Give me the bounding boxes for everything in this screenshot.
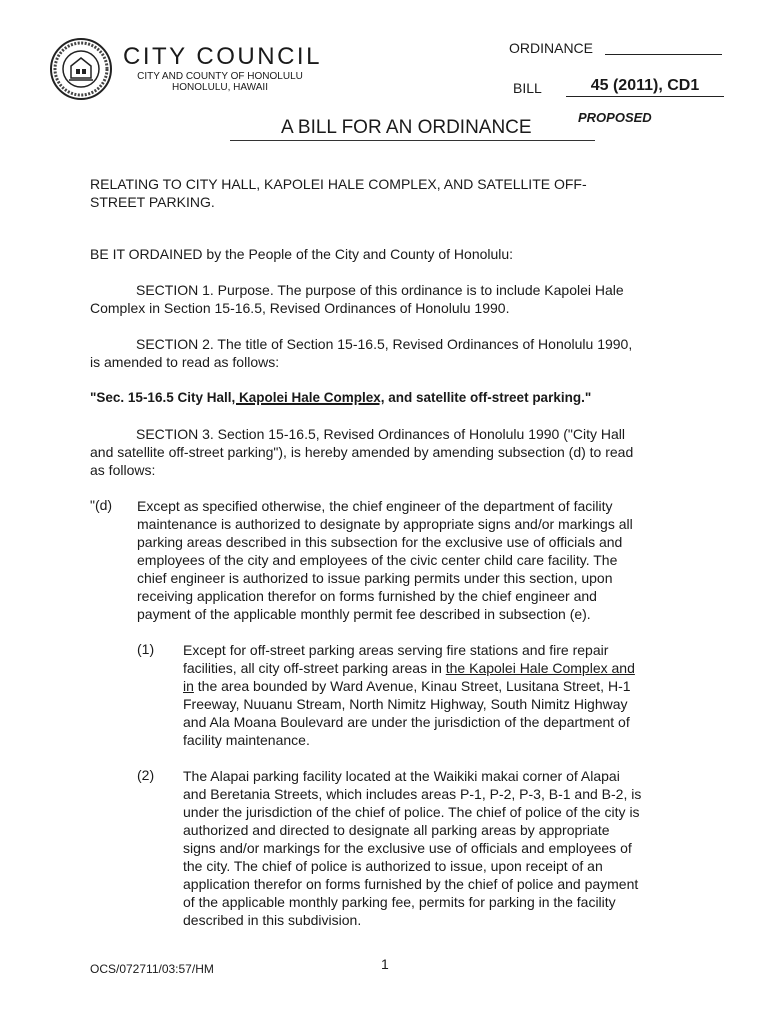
item-1-line: Freeway, Nuuanu Stream, North Nimitz Highway, South Nimitz Highway [183,696,628,712]
subsection-d [137,497,697,623]
city-seal-icon [49,36,113,102]
subsection-d-line: receiving application therefor on forms furnished by the chief engineer and [137,588,597,604]
relating-line-1: RELATING TO CITY HALL, KAPOLEI HALE COMPLEX, AND SATELLITE OFF- [90,176,587,192]
item-1-inserted-in: in [183,678,194,694]
subsection-d-line: payment of the applicable monthly permit fee described in subsection (e). [137,606,591,622]
item-1-line-3-plain: the area bounded by Ward Avenue, Kinau Street, Lusitana Street, H-1 [193,678,631,694]
section-2 [90,335,690,371]
section-2-lead: SECTION 2. The title of Section 15-16.5, Revised Ordinances of Honolulu 1990, [136,336,633,352]
enacting-clause: BE IT ORDAINED by the People of the City and County of Honolulu: [90,246,514,262]
section-heading [90,389,591,407]
council-title: CITY COUNCIL [123,43,322,70]
section-1-lead: SECTION 1. Purpose. The purpose of this ordinance is to include Kapolei Hale [136,282,624,298]
item-2-line: application therefor on forms furnished by the chief of police and payment [183,876,639,892]
ordinance-label: ORDINANCE [509,40,594,56]
subsection-d-line: maintenance is authorized to designate by appropriate signs and/or markings all [137,516,633,532]
item-2-line: of the applicable monthly parking fee, permits for parking in the facility [183,894,616,910]
item-1-line: Except for off-street parking areas serving fire stations and fire repair [183,642,609,658]
section-3-lead: SECTION 3. Section 15-16.5, Revised Ordinances of Honolulu 1990 ("City Hall [136,426,625,442]
footer-document-code: OCS/072711/03:57/HM [90,962,214,976]
section-3-line-2: and satellite off-street parking"), is hereby amended by amending subsection (d) to read [90,444,634,460]
item-2-line: under the jurisdiction of the chief of police. The chief of police of the city is [183,804,640,820]
item-2-label: (2) [137,767,155,783]
section-3-line-3: as follows: [90,462,156,478]
bill-title: A BILL FOR AN ORDINANCE [281,117,532,138]
item-2-line: signs and/or markings for the exclusive use of officials and employees of [183,840,632,856]
section-1 [90,281,690,317]
title-rule [230,140,595,141]
item-1-line-2-plain: facilities, all city off-street parking areas in [183,660,446,676]
subsection-d-line: Except as specified otherwise, the chief engineer of the department of facility [137,498,613,514]
item-2-line: described in this subdivision. [183,912,362,928]
section-2-cont: is amended to read as follows: [90,354,280,370]
bill-label: BILL [513,80,542,96]
item-1-line: and Ala Moana Boulevard are under the jurisdiction of the department of [183,714,630,730]
relating-clause [90,175,587,211]
item-2-line: and Beretania Streets, which includes areas P-1, P-2, P-3, B-1 and B-2, is [183,786,642,802]
item-2-line: authorized and directed to designate all parking areas by appropriate [183,822,610,838]
bill-number: 45 (2011), CD1 [566,77,724,97]
section-heading-suffix: and satellite off-street parking." [384,390,592,405]
subsection-d-line: employees of the city and employees of the civic center child care facility. The [137,552,618,568]
subsection-d-line: chief engineer is authorized to issue parking permits under this section, upon [137,570,613,586]
item-1-label: (1) [137,641,155,657]
item-1-line [183,659,703,677]
relating-line-2: STREET PARKING. [90,194,215,210]
council-subtitle [122,71,318,93]
section-heading-prefix: "Sec. 15-16.5 City Hall [90,390,232,405]
item-1-line [183,677,703,695]
item-2-line: The Alapai parking facility located at the Waikiki makai corner of Alapai [183,768,620,784]
ordinance-number-blank [605,54,722,55]
item-1-inserted-text: the Kapolei Hale Complex and [445,660,635,676]
item-2-line: the city. The chief of police is authorized to issue, upon receipt of an [183,858,603,874]
council-subtitle-line-2: HONOLULU, HAWAII [172,82,268,93]
item-1 [183,641,703,749]
section-1-cont: Complex in Section 15-16.5, Revised Ordinances of Honolulu 1990. [90,300,510,316]
section-3 [90,425,690,479]
council-subtitle-line-1: CITY AND COUNTY OF HONOLULU [137,71,303,82]
page-number: 1 [381,956,389,972]
item-1-line: facility maintenance. [183,732,310,748]
item-2 [183,767,703,929]
subsection-d-line: parking areas described in this subsection for the exclusive use of officials and [137,534,623,550]
section-heading-inserted: , Kapolei Hale Complex, [231,390,385,405]
subsection-d-label: "(d) [90,497,113,513]
proposed-stamp: PROPOSED [578,110,652,125]
